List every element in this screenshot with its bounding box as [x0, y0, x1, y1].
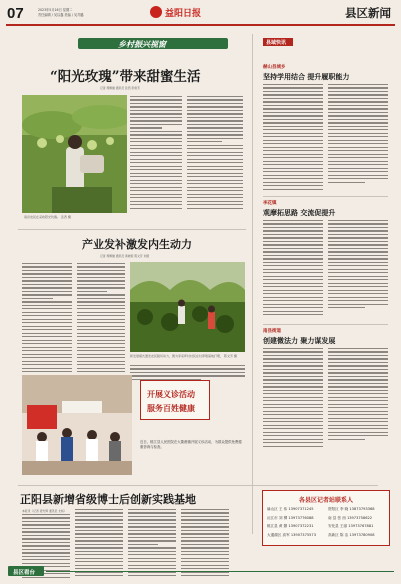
- contact-left: 大通湖区 高军 13907375573: [267, 532, 316, 537]
- banner-text: 乡村振兴视窗: [118, 38, 166, 49]
- contact-right: 高新区 陈 洁 13973780908: [328, 532, 375, 537]
- byline-sunrose: 记者 周佩璇 通讯员 张西 彭艳芳: [100, 86, 140, 90]
- body-1-col1: [263, 84, 323, 192]
- body-industry-col2: [77, 263, 125, 385]
- caption-greenhouse: 新发展模式激发农民脱贫动力，图为李家坪村村民在村养殖基地打理， 陈文芳 摄: [130, 354, 237, 358]
- contact-box: [262, 490, 390, 546]
- contact-row: [267, 533, 387, 542]
- page-header: [0, 0, 401, 30]
- section-divider: [18, 229, 246, 230]
- page-number: 07: [7, 5, 24, 22]
- contact-right: 安化县 王丽 13973767881: [328, 524, 374, 528]
- contact-left: 桃江县 黄 颢 13907372231: [267, 524, 314, 528]
- photo-greenhouse: [130, 262, 245, 352]
- caption-sunrose: 南县农民在采收阳光玫瑰。 张西 摄: [24, 215, 71, 219]
- health-title-line2: 服务百姓健康: [147, 403, 195, 413]
- contact-left: 沅江市 刘 柳 13973776088: [267, 515, 314, 520]
- body-sunrose-col1: [130, 96, 182, 211]
- quick-news-title: 县域快讯: [266, 40, 287, 46]
- body-doctor-col4: [181, 509, 229, 579]
- section-title: 县区新闻: [345, 6, 391, 20]
- byline-industry: 记者 周佩璇 通讯员 黄晓莉 陈文芳 刘毅: [100, 254, 150, 258]
- headline-2: 观摩拓思路 交流促提升: [263, 208, 336, 217]
- right-column: [258, 34, 392, 484]
- contact-row: [267, 524, 387, 533]
- body-2-col2: [328, 220, 388, 311]
- rural-banner: [78, 36, 228, 51]
- body-3-col2: [328, 348, 388, 442]
- footer-badge: [8, 566, 44, 576]
- photo-grape-harvest: [22, 95, 127, 213]
- body-sunrose-col2: [187, 96, 243, 211]
- headline-sunrose: “阳光玫瑰”带来甜蜜生活: [50, 69, 201, 85]
- section-divider-2: [18, 485, 378, 486]
- right-divider-2: [263, 324, 388, 325]
- health-title-box: [140, 380, 210, 420]
- header-rule: [6, 24, 395, 26]
- tag-2: 李花镇: [263, 201, 277, 206]
- header-editor: 责任编辑 / 吴以鑫 美编 / 吴苏璐: [38, 13, 84, 17]
- body-3-col1: [263, 348, 323, 449]
- masthead-emblem-icon: [150, 6, 162, 18]
- tag-1: 赫山县城乡: [263, 65, 286, 70]
- tag-3: 南县街道: [263, 329, 281, 334]
- quick-news-header: [263, 38, 293, 46]
- headline-industry: 产业发补激发内生动力: [82, 238, 192, 251]
- right-divider-1: [263, 196, 388, 197]
- headline-1: 坚持学用结合 提升履职能力: [263, 72, 350, 81]
- body-doctor-col2: [75, 509, 123, 579]
- footer-rule: [46, 571, 394, 572]
- contact-row: [267, 516, 387, 525]
- contact-row: [267, 507, 387, 516]
- contact-right: 资阳区 李 晓 13873793368: [328, 507, 375, 511]
- header-date: 2023年5月16日 星期二: [38, 8, 73, 12]
- contact-box-title: 各县区记者站联系人: [298, 497, 353, 504]
- body-doctor-col3: [128, 509, 176, 579]
- headline-3: 创建微法力 聚力谋发展: [263, 336, 336, 345]
- byline-doctor: 本报讯（记者 谭光辉 通讯员 尤杨）: [22, 509, 67, 513]
- contact-right: 南 县 张 西 13973758622: [328, 515, 373, 520]
- column-divider: [252, 34, 253, 534]
- contact-left: 赫山区 王 伟 13907371245: [267, 507, 314, 511]
- contact-list: [267, 507, 387, 541]
- masthead-title: 益阳日报: [165, 9, 202, 19]
- footer-label: 县区看台: [13, 569, 36, 576]
- body-2-col1: [263, 220, 323, 318]
- photo-free-clinic: [22, 375, 132, 475]
- caption-health: 近日，桃江县人民医院在大栗港镇开展义诊活动，为群众提供免费健康咨询与检查。: [140, 440, 242, 449]
- headline-doctor: 正阳县新增省级博士后创新实践基地: [20, 493, 196, 506]
- body-1-col2: [328, 84, 388, 185]
- body-industry-col1: [22, 263, 72, 385]
- health-title-line1: 开展义诊活动: [147, 389, 195, 399]
- masthead-logo: [150, 3, 245, 23]
